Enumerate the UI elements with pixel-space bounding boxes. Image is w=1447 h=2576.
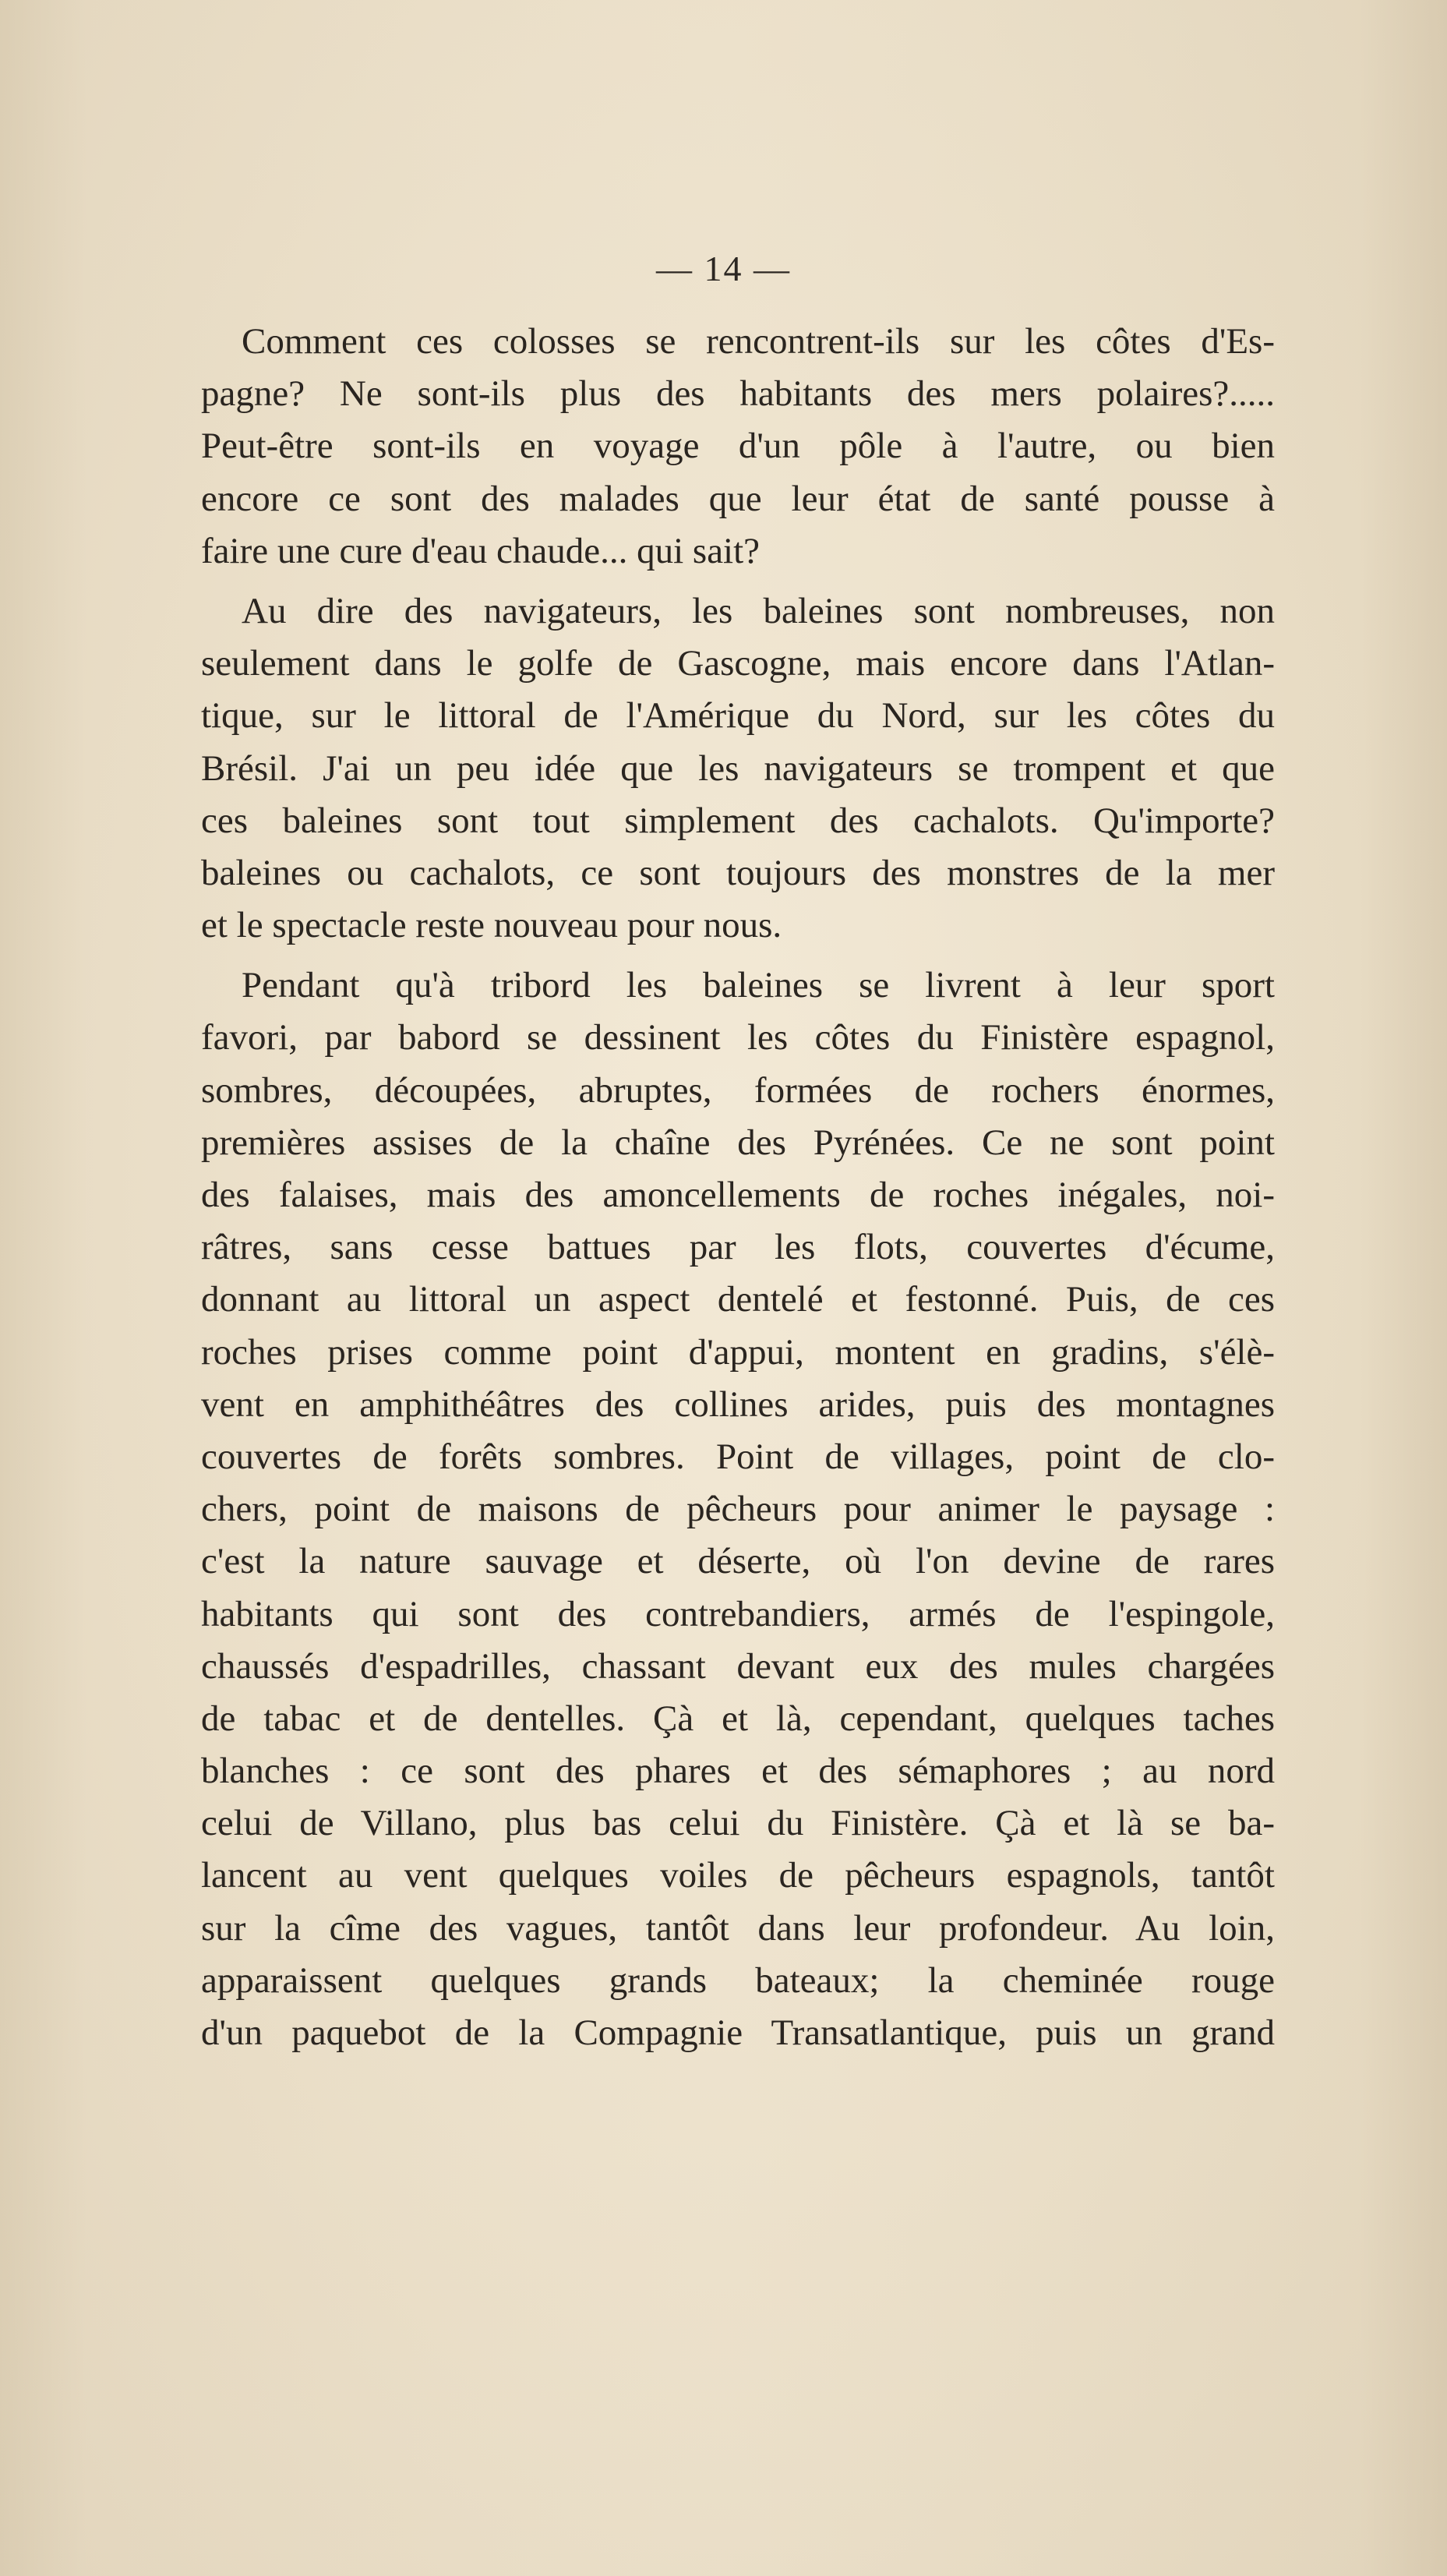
text-line: seulement dans le golfe de Gascogne, mais encore dans l'Atlan- <box>201 643 1275 684</box>
text-line: lancent au vent quelques voiles de pêcheurs espagnols, tantôt <box>201 1855 1275 1896</box>
text-line: faire une cure d'eau chaude... qui sait? <box>201 530 761 571</box>
paragraph-1 <box>201 316 1275 578</box>
paragraph-2 <box>201 585 1275 952</box>
text-line: premières assises de la chaîne des Pyrénées. Ce ne sont point <box>201 1122 1275 1163</box>
text-line: râtres, sans cesse battues par les flots, couvertes d'écume, <box>201 1227 1275 1268</box>
text-line: chers, point de maisons de pêcheurs pour animer le paysage : <box>201 1489 1275 1530</box>
text-line: baleines ou cachalots, ce sont toujours des monstres de la mer <box>201 852 1275 893</box>
text-line: roches prises comme point d'appui, montent en gradins, s'élè- <box>201 1331 1275 1373</box>
page-number: — 14 — <box>656 249 791 288</box>
text-line: sombres, découpées, abruptes, formées de rochers énormes, <box>201 1069 1275 1111</box>
text-line: de tabac et de dentelles. Çà et là, cependant, quelques taches <box>201 1698 1275 1739</box>
text-line: pagne? Ne sont-ils plus des habitants des mers polaires?..... <box>201 373 1275 415</box>
text-line: d'un paquebot de la Compagnie Transatlantique, puis un grand <box>201 2012 1275 2053</box>
text-line: c'est la nature sauvage et déserte, où l'on devine de rares <box>201 1541 1275 1582</box>
text-line: couvertes de forêts sombres. Point de villages, point de clo- <box>201 1436 1275 1477</box>
text-line: vent en amphithéâtres des collines arides, puis des montagnes <box>201 1383 1275 1425</box>
text-line: chaussés d'espadrilles, chassant devant eux des mules chargées <box>201 1645 1275 1687</box>
body-text <box>201 316 1275 2067</box>
text-line: tique, sur le littoral de l'Amérique du Nord, sur les côtes du <box>201 695 1275 737</box>
text-line: donnant au littoral un aspect dentelé et festonné. Puis, de ces <box>201 1279 1275 1320</box>
text-line: Comment ces colosses se rencontrent-ils sur les côtes d'Es- <box>242 321 1275 362</box>
text-line: favori, par babord se dessinent les côtes du Finistère espagnol, <box>201 1017 1275 1058</box>
paragraph-3 <box>201 959 1275 2059</box>
text-line: Pendant qu'à tribord les baleines se livrent à leur sport <box>242 965 1275 1006</box>
text-line: des falaises, mais des amoncellements de roches inégales, noi- <box>201 1175 1275 1215</box>
text-line: blanches : ce sont des phares et des sémaphores ; au nord <box>201 1751 1275 1792</box>
text-line: encore ce sont des malades que leur état de santé pousse à <box>201 478 1275 519</box>
text-line: et le spectacle reste nouveau pour nous. <box>201 905 782 946</box>
text-line: sur la cîme des vagues, tantôt dans leur profondeur. Au loin, <box>201 1907 1275 1949</box>
text-line: apparaissent quelques grands bateaux; la cheminée rouge <box>201 1959 1275 2001</box>
text-line: habitants qui sont des contrebandiers, armés de l'espingole, <box>201 1593 1275 1634</box>
text-line: celui de Villano, plus bas celui du Finistère. Çà et là se ba- <box>201 1803 1275 1844</box>
text-line: Peut-être sont-ils en voyage d'un pôle à l'autre, ou bien <box>201 426 1275 467</box>
text-line: Au dire des navigateurs, les baleines sont nombreuses, non <box>242 590 1275 631</box>
text-line: ces baleines sont tout simplement des cachalots. Qu'importe? <box>201 800 1275 841</box>
text-line: Brésil. J'ai un peu idée que les navigateurs se trompent et que <box>201 747 1275 789</box>
